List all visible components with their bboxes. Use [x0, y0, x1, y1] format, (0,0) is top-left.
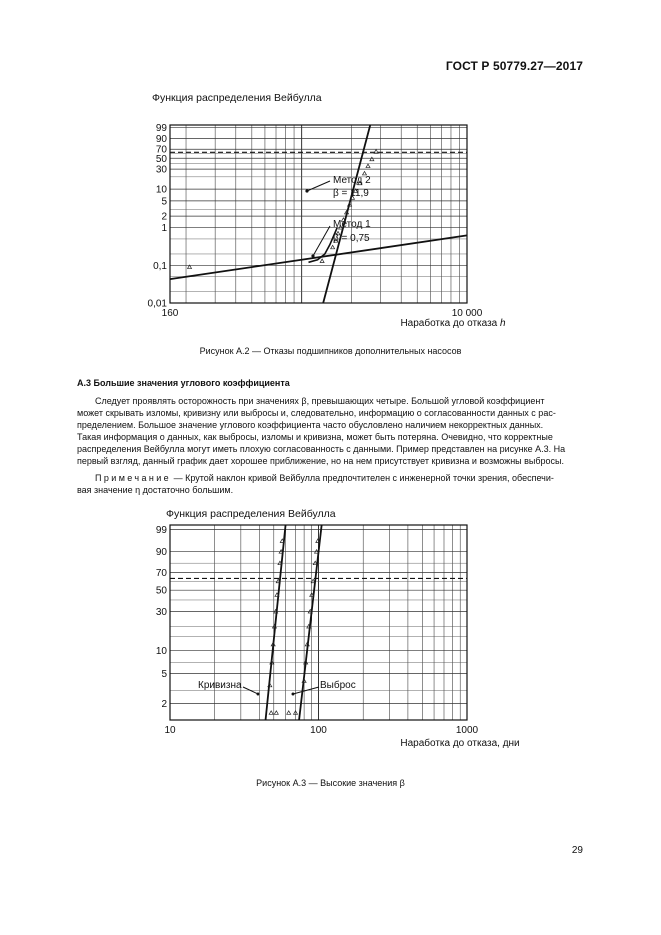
- x-tick-label: 100: [310, 725, 327, 736]
- y-tick-labels: [156, 525, 168, 710]
- plot-frame: [170, 125, 467, 303]
- method2-leader: [307, 181, 330, 191]
- method2-beta: β = 11,9: [333, 188, 369, 199]
- method2-label: Метод 2: [333, 175, 371, 186]
- y-tick-label: 90: [155, 547, 167, 559]
- chart-title: Функция распределения Вейбулла: [152, 92, 322, 104]
- method1-leader: [313, 226, 330, 256]
- y-tick-label: 50: [155, 585, 167, 597]
- para-line: может скрывать изломы, кривизну или выбросы и, следовательно, информацию о согласованности данных с рас-: [77, 408, 556, 418]
- x-tick-label: 160: [161, 308, 179, 319]
- para-line: пределением. Большое значение углового коэффициента часто обусловлено наличием некорректных данных.: [77, 420, 544, 430]
- y-tick-label: 1: [161, 223, 167, 235]
- method2-leader-dot: [305, 189, 308, 192]
- note-paragraph: [77, 472, 584, 496]
- outlier-leader-dot: [292, 693, 295, 696]
- para-line: Такая информация о данных, как выбросы, изломы и кривизна, может быть потеряна. Очевидно, что корректные: [77, 432, 553, 442]
- x-axis-label: Наработка до отказа h: [400, 318, 506, 329]
- method1-leader-dot: [311, 254, 314, 257]
- y-tick-label: 5: [161, 196, 167, 208]
- y-tick-label: 0,01: [147, 298, 167, 310]
- y-tick-label: 10: [155, 184, 167, 196]
- y-tick-label: 50: [155, 153, 167, 165]
- x-tick-label: 10: [164, 725, 176, 736]
- y-tick-label: 70: [155, 567, 167, 579]
- y-tick-label: 30: [155, 606, 167, 618]
- y-tick-label: 2: [161, 698, 167, 710]
- x-axis-label: Наработка до отказа, дни: [400, 738, 520, 749]
- observation-point: [269, 711, 273, 715]
- observation-point: [274, 711, 278, 715]
- y-tick-label: 99: [155, 122, 167, 134]
- method1-beta: β = 0,75: [333, 233, 370, 244]
- y-tick-label: 70: [155, 144, 167, 156]
- note-head: Примечание: [95, 473, 172, 483]
- para-line: первый взгляд, данный график дает хорошее приближение, но на нем присутствует кривизна и возможны выбросы.: [77, 456, 565, 466]
- figure-a3-chart: [0, 503, 661, 768]
- curvature-leader-dot: [257, 693, 260, 696]
- y-tick-label: 0,1: [153, 260, 167, 272]
- y-tick-label: 99: [155, 524, 167, 536]
- y-tick-label: 90: [155, 134, 167, 146]
- y-tick-label: 2: [161, 211, 167, 223]
- curvature-label: Кривизна: [198, 680, 242, 691]
- standard-header: ГОСТ Р 50779.27—2017: [445, 59, 583, 73]
- chart-title: Функция распределения Вейбулла: [166, 508, 336, 520]
- observation-point: [370, 157, 374, 161]
- figure-a2-chart: [0, 86, 661, 336]
- data-points: [188, 149, 379, 268]
- x-tick-label: 10 000: [451, 308, 483, 319]
- x-tick-labels: [164, 725, 478, 736]
- fit-line: [266, 525, 286, 720]
- method1-label: Метод 1: [333, 219, 371, 230]
- observation-point: [366, 164, 370, 168]
- para-line: Следует проявлять осторожность при значениях β, превышающих четыре. Большой угловой коэффициент: [95, 396, 545, 406]
- note-line: вая значение η достаточно большим.: [77, 485, 234, 495]
- note-line: [77, 472, 584, 484]
- y-tick-labels: [148, 123, 168, 310]
- x-tick-label: 1000: [455, 725, 479, 736]
- outlier-label: Выброс: [320, 680, 356, 691]
- page-number: 29: [571, 845, 583, 856]
- para-line: распределения Вейбулла могут иметь плохую согласованность с данными. Пример представлен на рисунке А.3. На: [77, 444, 566, 454]
- section-paragraph: [77, 395, 584, 467]
- fit-line: [170, 235, 467, 279]
- figure-a2-caption: Рисунок А.2 — Отказы подшипников дополнительных насосов: [199, 346, 462, 356]
- observation-point: [287, 711, 291, 715]
- observation-point: [374, 149, 378, 153]
- y-tick-label: 30: [155, 164, 167, 176]
- section-title: А.3 Большие значения углового коэффициента: [77, 378, 290, 388]
- y-tick-label: 5: [161, 669, 167, 681]
- fit-lines: [170, 125, 467, 303]
- figure-a3-caption: Рисунок А.3 — Высокие значения β: [256, 778, 405, 788]
- chart-grid: [170, 125, 467, 303]
- note-text: — Крутой наклон кривой Вейбулла предпочтителен с инженерной точки зрения, обеспечи-: [171, 473, 554, 483]
- y-tick-label: 10: [155, 646, 167, 658]
- observation-point: [331, 245, 335, 249]
- observation-point: [320, 259, 324, 263]
